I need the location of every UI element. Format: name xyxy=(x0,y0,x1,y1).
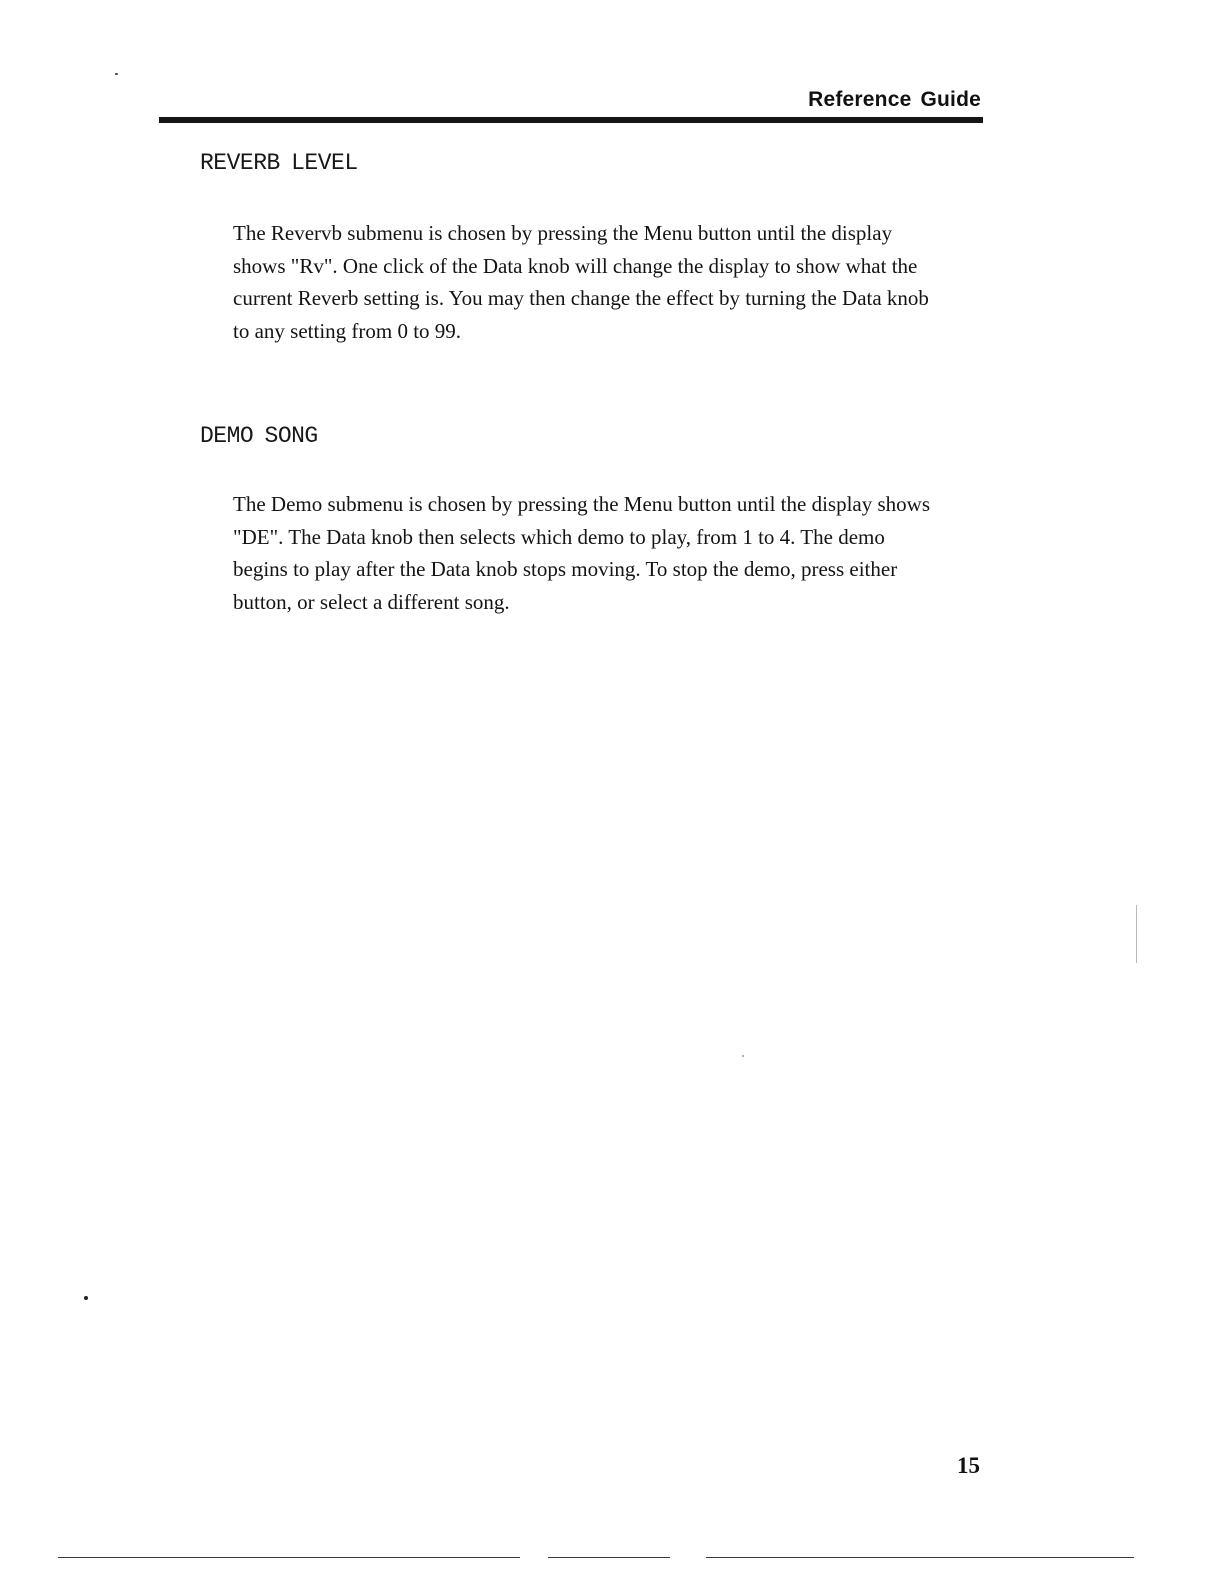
text-line: shows "Rv". One click of the Data knob will change the display to show what the xyxy=(233,253,918,278)
scan-speck xyxy=(1136,905,1137,963)
section-body-demo-song xyxy=(233,488,993,618)
text-line: button, or select a different song. xyxy=(233,589,510,614)
section-heading-reverb-level: REVERB LEVEL xyxy=(200,150,358,176)
running-header: Reference Guide xyxy=(808,88,981,111)
scan-speck xyxy=(742,1055,744,1057)
scan-speck xyxy=(115,73,118,75)
section-body-reverb-level xyxy=(233,217,993,347)
scan-edge-line xyxy=(706,1557,1134,1558)
text-line: current Reverb setting is. You may then change the effect by turning the Data knob xyxy=(233,286,929,310)
header-rule xyxy=(159,117,983,123)
scan-edge-line xyxy=(58,1557,520,1558)
section-heading-demo-song: DEMO SONG xyxy=(200,423,318,449)
text-line: The Revervb submenu is chosen by pressing the Menu button until the display xyxy=(233,221,893,245)
scan-edge-line xyxy=(548,1557,670,1558)
scan-speck xyxy=(84,1296,88,1300)
text-line: begins to play after the Data knob stops moving. To stop the demo, press either xyxy=(233,557,898,581)
paragraph xyxy=(233,488,993,618)
text-line: to any setting from 0 to 99. xyxy=(233,318,462,343)
text-line: The Demo submenu is chosen by pressing the Menu button until the display shows xyxy=(233,492,931,516)
text-line: "DE". The Data knob then selects which demo to play, from 1 to 4. The demo xyxy=(233,524,885,549)
page-number: 15 xyxy=(957,1453,980,1478)
paragraph xyxy=(233,217,993,347)
